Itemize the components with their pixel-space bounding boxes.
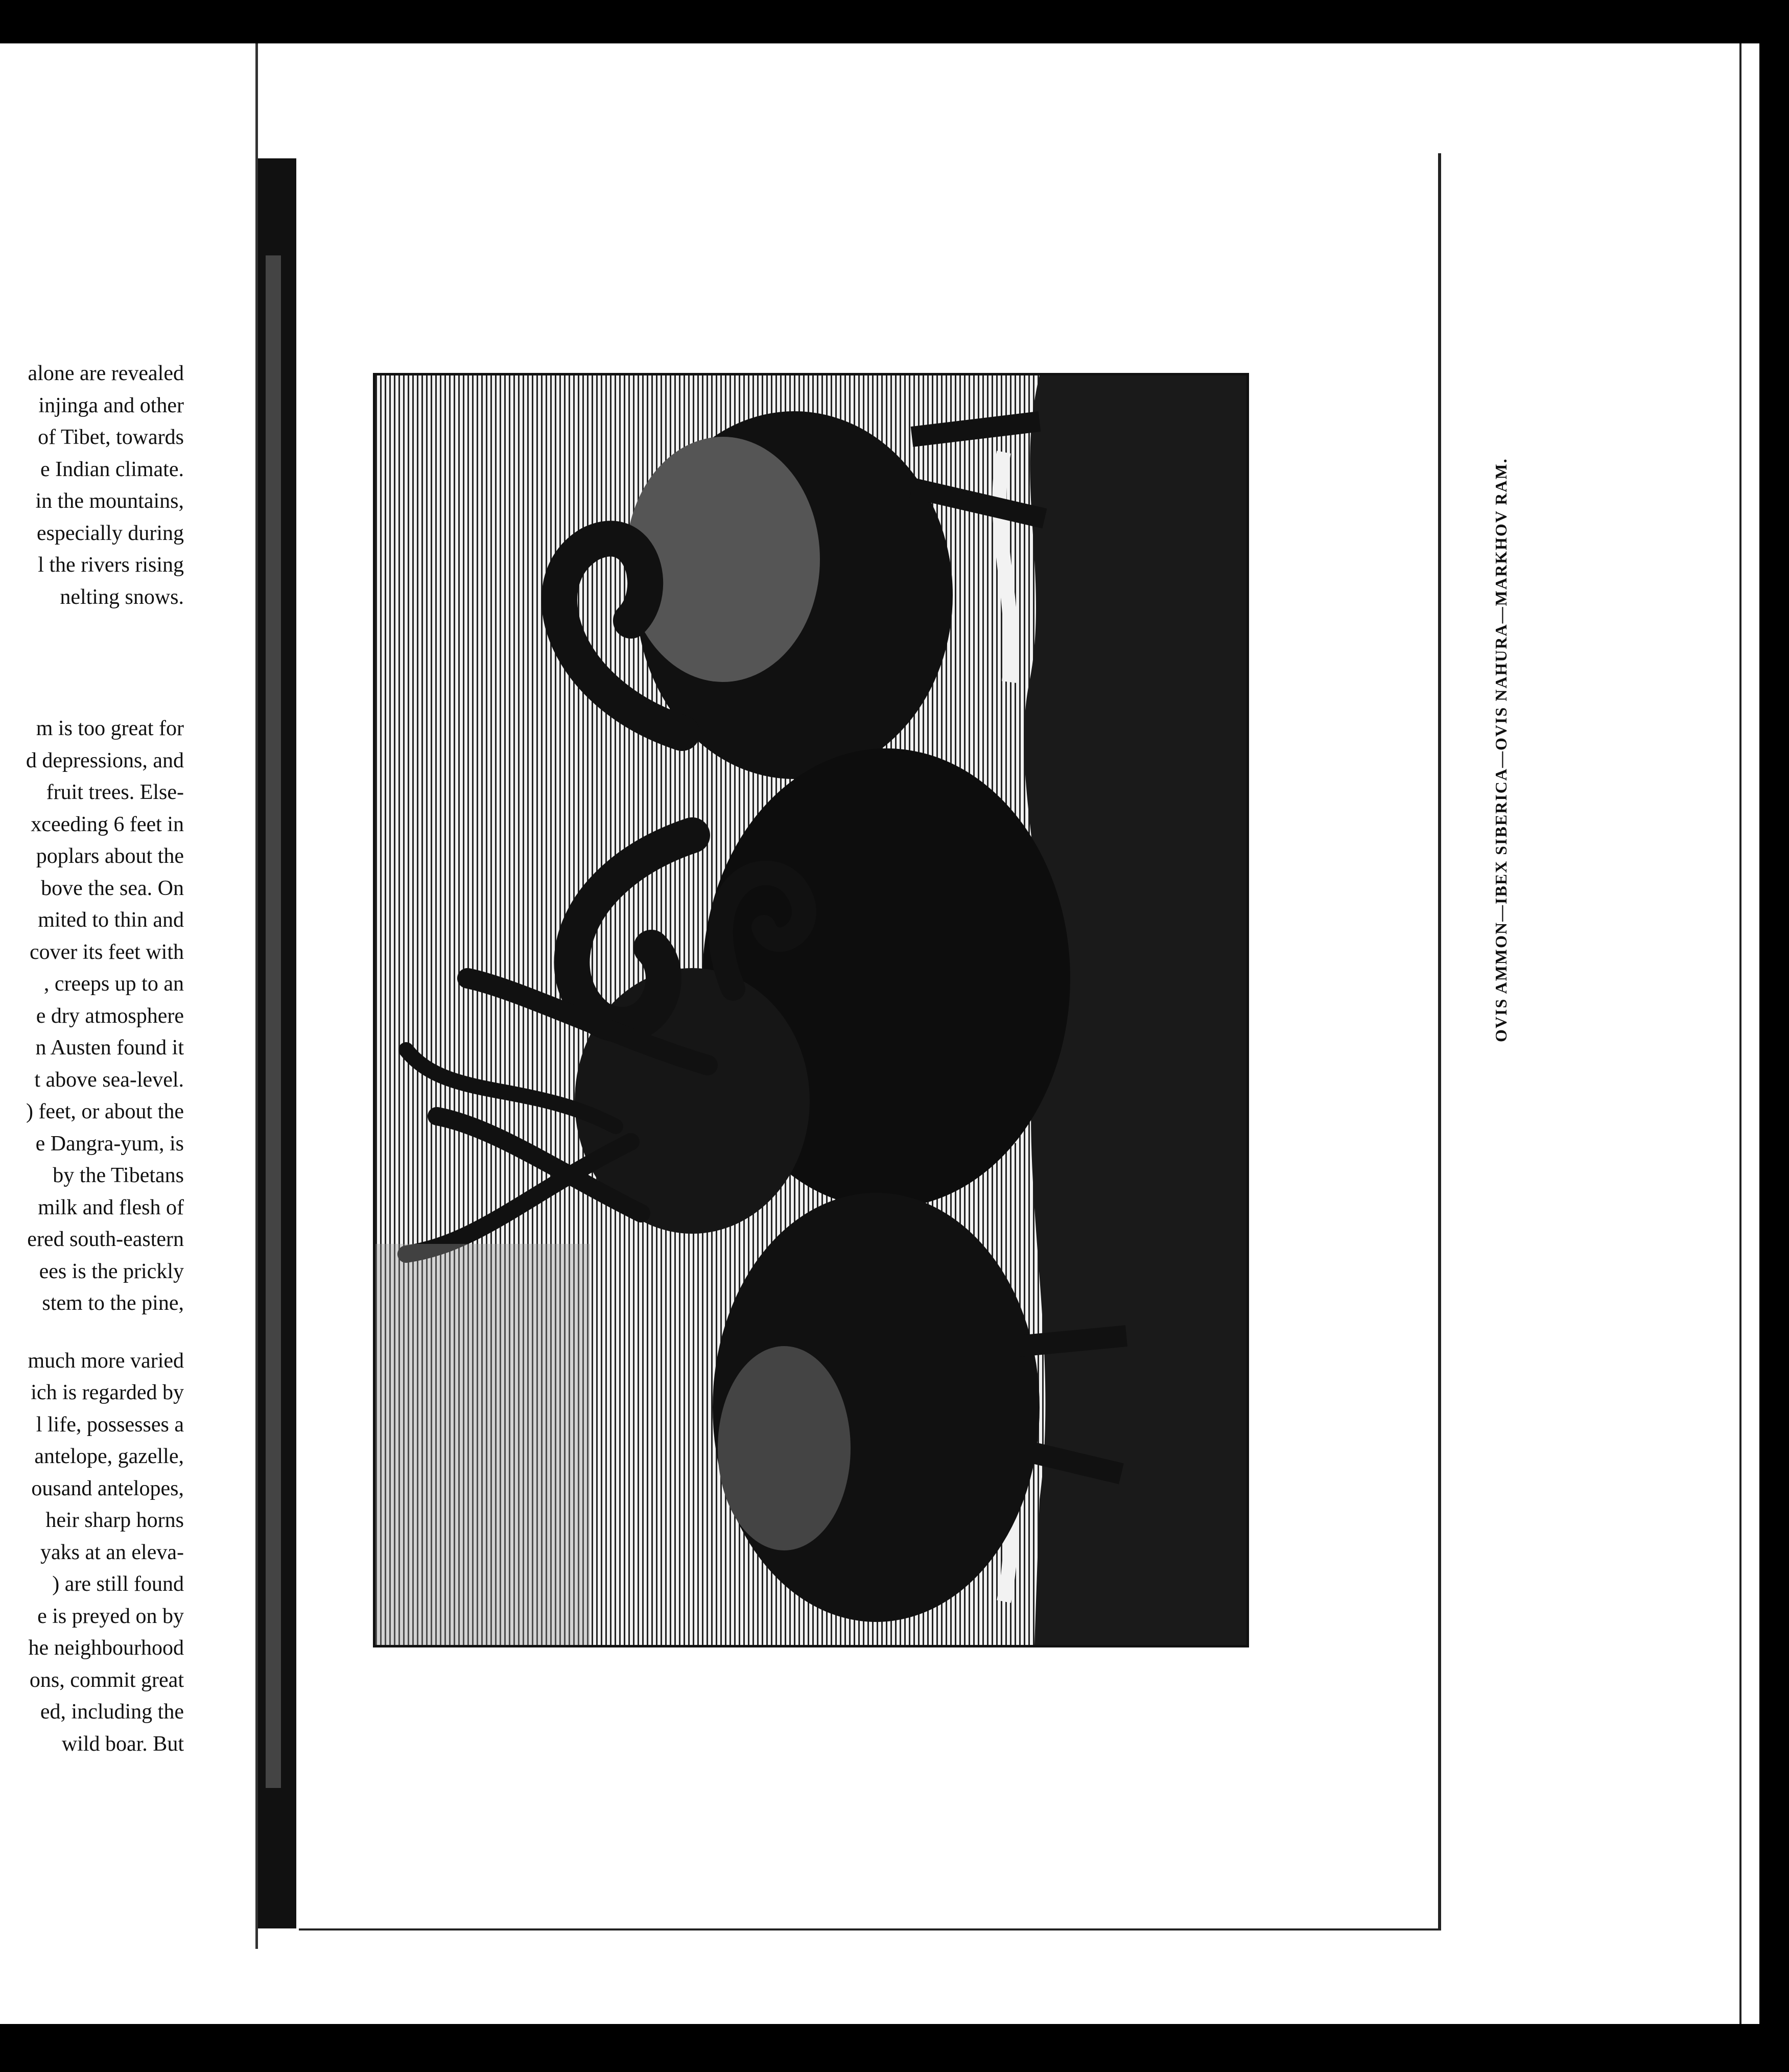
text-line: ousand antelopes, <box>31 1476 184 1500</box>
left-page-text <box>0 358 184 1760</box>
text-line: ed, including the <box>40 1700 184 1724</box>
text-line: of Tibet, towards <box>38 426 184 449</box>
text-line: nelting snows. <box>60 585 184 609</box>
text-line: l the rivers rising <box>38 553 184 577</box>
text-line: e Indian climate. <box>40 457 184 481</box>
text-line: heir sharp horns <box>45 1509 184 1532</box>
text-line: ees is the prickly <box>39 1259 184 1283</box>
text-line: by the Tibetans <box>53 1164 184 1187</box>
text-line: , creeps up to an <box>43 972 184 996</box>
left-page <box>0 43 258 1949</box>
text-line: injinga and other <box>38 393 184 417</box>
engraving-illustration <box>373 373 1249 1647</box>
text-line: antelope, gazelle, <box>34 1445 184 1468</box>
text-line: n Austen found it <box>35 1036 184 1059</box>
text-line: yaks at an eleva- <box>40 1540 184 1564</box>
text-line: e is preyed on by <box>37 1604 184 1628</box>
engraving-artwork <box>375 375 1246 1645</box>
text-line: wild boar. But <box>61 1732 184 1756</box>
text-line: e Dangra-yum, is <box>35 1132 184 1156</box>
text-line: e dry atmosphere <box>36 1004 184 1028</box>
gutter-shade <box>266 255 281 1788</box>
text-line: ich is regarded by <box>31 1381 184 1404</box>
text-line: xceeding 6 feet in <box>31 812 184 836</box>
text-line: m is too great for <box>36 717 184 740</box>
text-line: fruit trees. Else- <box>46 781 184 804</box>
plate-caption: OVIS AMMON—IBEX SIBERICA—OVIS NAHURA—MARKHOV RAM. <box>1492 458 1510 1042</box>
text-line: stem to the pine, <box>42 1291 184 1315</box>
scan-border-right <box>1757 0 1789 2072</box>
text-line: cover its feet with <box>29 940 184 964</box>
text-line: bove the sea. On <box>41 876 184 900</box>
text-line: ) feet, or about the <box>26 1100 184 1123</box>
sky-tone <box>375 1244 590 1645</box>
text-line: t above sea-level. <box>34 1068 184 1092</box>
text-line: ered south-eastern <box>27 1228 184 1251</box>
scan-border-bottom <box>0 2024 1789 2072</box>
text-line: alone are revealed <box>28 362 184 385</box>
text-line: ) are still found <box>52 1572 184 1596</box>
text-line: ons, commit great <box>29 1668 184 1692</box>
text-line: especially during <box>36 521 184 545</box>
text-line: he neighbourhood <box>28 1636 184 1660</box>
text-line: mited to thin and <box>38 908 184 932</box>
scan-border-right-inner <box>1739 43 1759 2024</box>
text-line: in the mountains, <box>35 489 184 513</box>
text-line: milk and flesh of <box>38 1195 184 1219</box>
text-line: d depressions, and <box>26 748 184 772</box>
fur-highlight <box>718 1346 851 1550</box>
text-line: much more varied <box>28 1349 184 1373</box>
scan-border-top <box>0 0 1789 43</box>
text-line: poplars about the <box>36 844 184 868</box>
text-line: l life, possesses a <box>36 1412 184 1437</box>
